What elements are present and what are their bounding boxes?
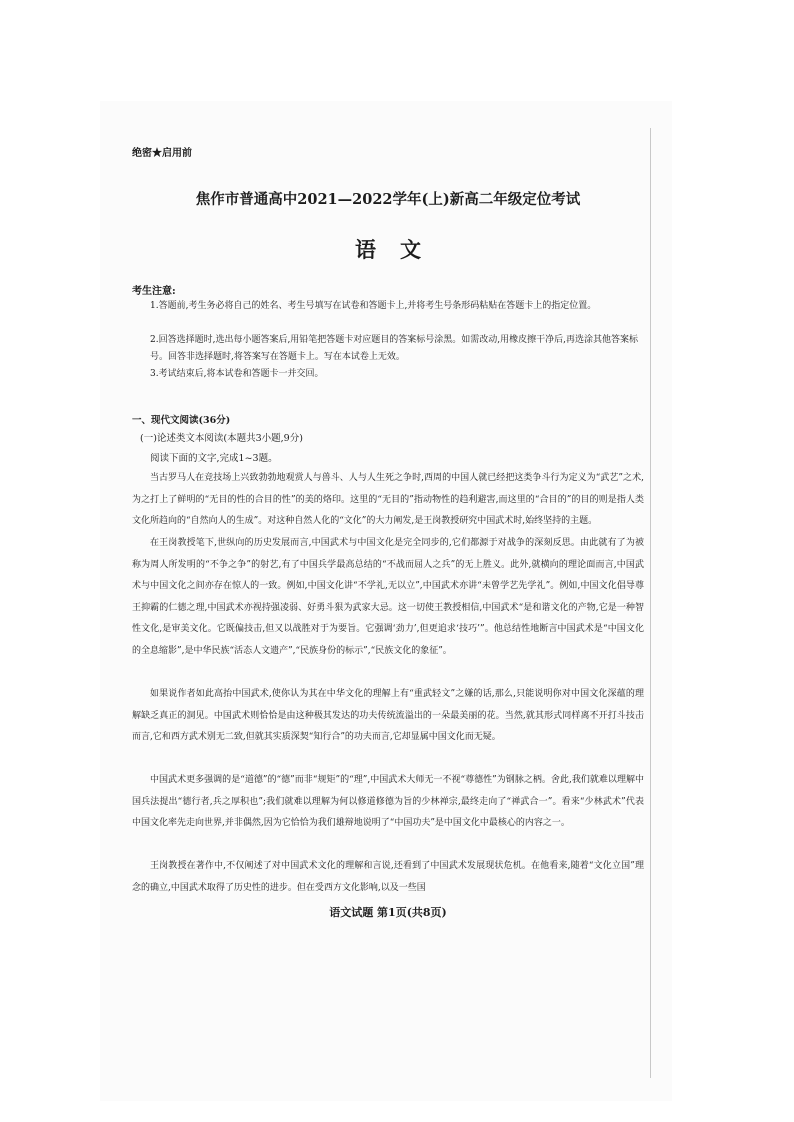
exam-title: 焦作市普通高中2021—2022学年(上)新高二年级定位考试 xyxy=(195,191,581,208)
passage-paragraph: 当古罗马人在竞技场上兴致勃勃地观赏人与兽斗、人与人生死之争时,西周的中国人就已经把这类争斗行为定义为“武艺”之术,为之打上了鲜明的“无目的性的合目的性”的美的烙印。这里的“无目的”指动物性的趋利避害,而这里的“合目的”的目的则是指人类文化所趋向的“自然向人的生成”。对这种自然人化的“文化”的大力阐发,是王岗教授研究中国武术时,始终坚持的主题。 xyxy=(132,473,644,526)
section-title: 一、现代文阅读(36分) xyxy=(132,415,231,426)
reading-instruction: 阅读下面的文字,完成1~3题。 xyxy=(150,453,278,464)
notice-item: 3.考试结束后,将本试卷和答题卡一并交回。 xyxy=(150,369,324,379)
passage-paragraph: 中国武术更多强调的是“道德”的“德”而非“规矩”的“理”,中国武术大师无一不视“尊德性”为钢脉之柄。舍此,我们就难以理解中国兵法提出“德行者,兵之厚积也”;我们就难以理解为何以修道修德为旨的少林禅宗,最终走向了“禅武合一”。看来“少林武术”代表中国文化率先走向世界,并非偶然,因为它恰恰为我们雄辩地说明了“中国功夫”是中国文化中最核心的内容之一。 xyxy=(132,775,644,828)
notice-heading: 考生注意: xyxy=(132,286,176,297)
section-subtitle: (一)论述类文本阅读(本题共3小题,9分) xyxy=(140,433,303,444)
passage-paragraph: 如果说作者如此高抬中国武术,使你认为其在中华文化的理解上有“重武轻文”之嫌的话,那么,只能说明你对中国文化深蕴的理解缺乏真正的洞见。中国武术则恰恰是由这种极其发达的功夫传统流溢出的一朵最美丽的花。当然,就其形式同样离不开打斗技击而言,它和西方武术别无二致,但就其实质深契“知行合”的功夫而言,它却显属中国文化而无疑。 xyxy=(132,689,644,742)
page-footer: 语文试题 第1页(共8页) xyxy=(329,906,447,919)
notice-item: 2.回答选择题时,选出每小题答案后,用铅笔把答题卡对应题目的答案标号涂黑。如需改动,用橡皮擦干净后,再选涂其他答案标号。回答非选择题时,将答案写在答题卡上。写在本试卷上无效。 xyxy=(150,335,639,362)
confidential-label: 绝密★启用前 xyxy=(132,148,192,159)
page-fold-shadow xyxy=(650,128,651,1078)
passage-paragraph: 在王岗教授笔下,世纵向的历史发展而言,中国武术与中国文化是完全同步的,它们都源于对战争的深刻反思。由此就有了为被称为周人所发明的“不争之争”的射艺,有了中国兵学最高总结的“不战而屈人之兵”的无上胜义。此外,就横向的理论面而言,中国武术与中国文化之间亦存在惊人的一致。例如,中国文化讲“不学礼,无以立”,中国武术亦讲“未曾学艺先学礼”。例如,中国文化倡导尊王抑霸的仁德之理,中国武术亦视持强凌弱、好勇斗狠为武家大忌。这一切使王教授相信,中国武术“是和谐文化的产物,它是一种智性文化,是审美文化。它既偏技击,但又以战胜对于为要旨。它强调‘劲力’,但更追求‘技巧’”。他总结性地断言中国武术是“中国文化的全息缩影”,是中华民族“活态人文遗产”,“民族身份的标示”,“民族文化的象征”。 xyxy=(132,538,644,656)
subject-title: 语文 xyxy=(355,237,445,262)
notice-item: 1.答题前,考生务必将自己的姓名、考生号填写在试卷和答题卡上,并将考生号条形码粘贴在答题卡上的指定位置。 xyxy=(150,301,597,311)
passage-paragraph: 王岗教授在著作中,不仅阐述了对中国武术文化的理解和言说,还看到了中国武术发展现状危机。在他看来,随着“文化立国”理念的确立,中国武术取得了历史性的进步。但在受西方文化影响,以及一些国 xyxy=(132,861,644,893)
